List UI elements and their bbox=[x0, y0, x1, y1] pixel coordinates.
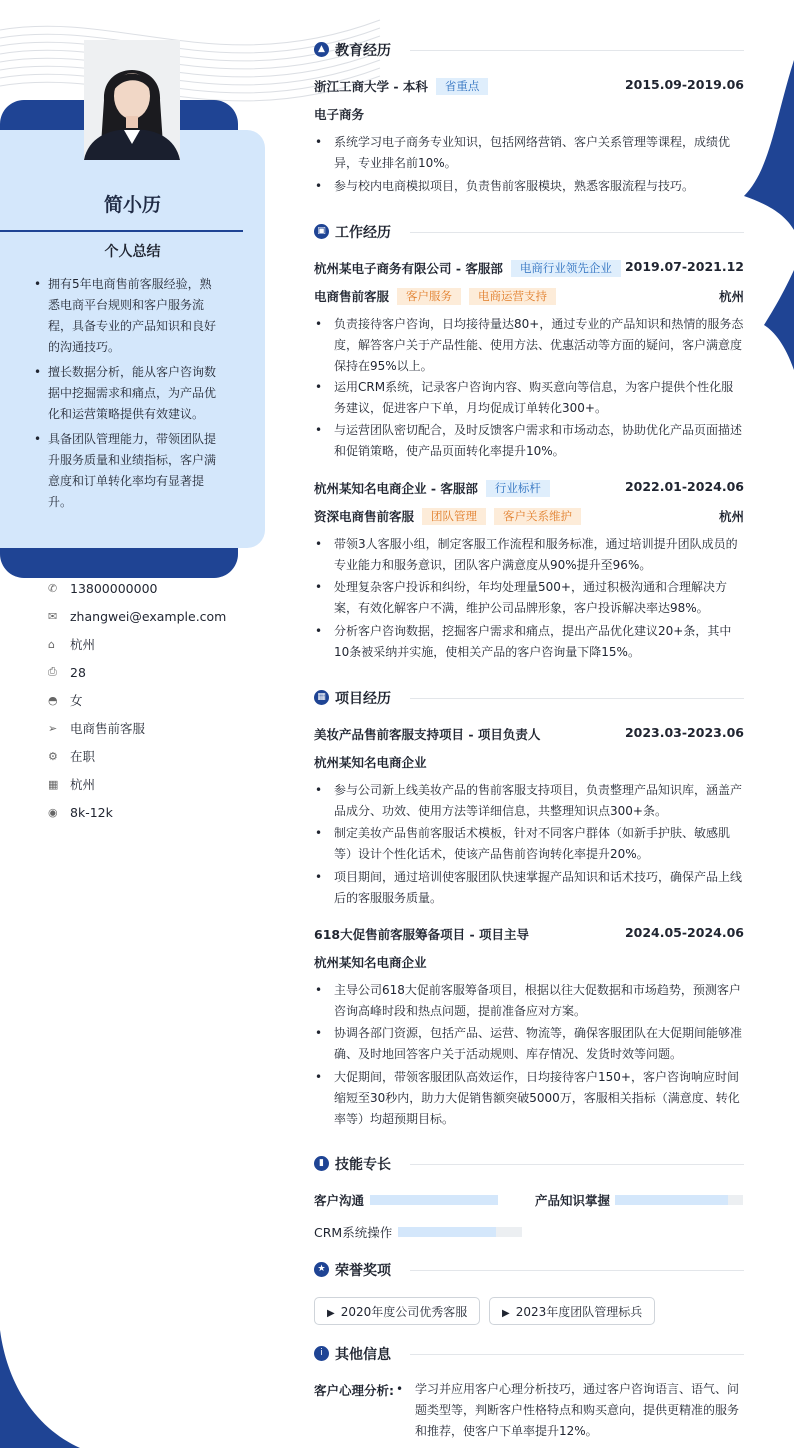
project-bullet: • 项目期间，通过培训使客服团队快速掌握产品知识和话术技巧，确保产品上线后的客服服务质量。 bbox=[334, 867, 744, 909]
section-divider bbox=[410, 1164, 744, 1165]
contact-info bbox=[48, 574, 258, 826]
other-text: • 学习并应用客户心理分析技巧，通过客户咨询语言、语气、问题类型等，判断客户性格特点和购买意向，提供更精准的服务和推荐，使客户下单率提升12%。 bbox=[415, 1379, 744, 1442]
summary-list bbox=[48, 274, 216, 517]
info-icon: i bbox=[314, 1346, 329, 1361]
school-tag: 省重点 bbox=[436, 78, 489, 95]
section-divider bbox=[410, 50, 744, 51]
job-role: 电商售前客服 bbox=[314, 289, 390, 304]
skill-bar bbox=[398, 1227, 522, 1237]
skill-bar-fill bbox=[615, 1195, 728, 1205]
name-underline bbox=[0, 230, 243, 232]
job-bullet: • 分析客户咨询数据，挖掘客户需求和痛点，提出产品优化建议20+条，其中10条被采纳并实施，使相关产品的客户咨询量下降15%。 bbox=[334, 621, 744, 663]
phone-value: 13800000000 bbox=[70, 580, 158, 596]
profile-photo bbox=[84, 40, 180, 160]
other-label: 客户心理分析: bbox=[314, 1383, 394, 1398]
section-title: 工作经历 bbox=[335, 225, 391, 241]
job-bullet: • 处理复杂客户投诉和纠纷，年均处理量500+，通过积极沟通和合理解决方案，有效化解客户不满，维护公司品牌形象，客户投诉解决率达98%。 bbox=[334, 577, 744, 619]
age-icon: ⎙ bbox=[48, 665, 57, 678]
section-title: 教育经历 bbox=[335, 43, 391, 59]
candidate-name: 简小历 bbox=[103, 194, 161, 216]
project-name: 美妆产品售前客服支持项目 - 项目负责人 bbox=[314, 727, 541, 742]
job-header bbox=[314, 259, 744, 279]
role-tag: 电商运营支持 bbox=[469, 288, 556, 305]
summary-title: 个人总结 bbox=[104, 244, 161, 260]
right-wave-top bbox=[744, 60, 794, 230]
section-other bbox=[314, 1344, 744, 1368]
project-bullet: • 主导公司618大促前客服筹备项目，根据以往大促数据和市场趋势，预测客户咨询高峰时段和热点问题，提前准备应对方案。 bbox=[334, 980, 744, 1022]
job-role: 资深电商售前客服 bbox=[314, 509, 415, 524]
skill-name: 客户沟通 bbox=[314, 1193, 365, 1208]
skill-bar-fill bbox=[398, 1227, 496, 1237]
job-date: 2019.07-2021.12 bbox=[624, 259, 744, 274]
job-bullet: • 带领3人客服小组，制定客服工作流程和服务标准，通过培训提升团队成员的专业能力和服务意识，团队客户满意度从90%提升至96%。 bbox=[334, 534, 744, 576]
left-wave-bottom bbox=[0, 1330, 80, 1448]
major: 电子商务 bbox=[314, 107, 365, 122]
section-title: 其他信息 bbox=[335, 1347, 391, 1363]
gender-value: 女 bbox=[70, 693, 83, 708]
info-salary bbox=[48, 798, 258, 826]
briefcase-icon: ▣ bbox=[314, 224, 329, 239]
triangle-icon: ▶ bbox=[327, 1308, 335, 1319]
section-projects bbox=[314, 688, 744, 712]
section-divider bbox=[410, 1354, 744, 1355]
mail-icon: ✉ bbox=[48, 609, 58, 623]
home-icon: ⌂ bbox=[48, 637, 55, 651]
info-job bbox=[48, 714, 258, 742]
honor-badge bbox=[489, 1297, 655, 1325]
project-date: 2024.05-2024.06 bbox=[624, 925, 744, 940]
project-org: 杭州某知名电商企业 bbox=[314, 755, 427, 770]
job-company: 杭州某电子商务有限公司 - 客服部 bbox=[314, 261, 503, 276]
project-org: 杭州某知名电商企业 bbox=[314, 955, 427, 970]
education-bullet: • 参与校内电商模拟项目，负责售前客服模块，熟悉客服流程与技巧。 bbox=[334, 176, 744, 197]
project-header bbox=[314, 925, 744, 945]
job-bullet: • 负责接待客户咨询，日均接待量达80+，通过专业的产品知识和热情的服务态度，解答客户关于产品性能、使用方法、优惠活动等方面的疑问，客户满意度保持在95%以上。 bbox=[334, 314, 744, 377]
company-tag: 电商行业领先企业 bbox=[511, 260, 621, 277]
gender-icon: ◓ bbox=[48, 693, 58, 707]
status-value: 在职 bbox=[70, 749, 96, 764]
info-gender bbox=[48, 686, 258, 714]
skill-bar-fill bbox=[370, 1195, 498, 1205]
project-header bbox=[314, 725, 744, 745]
honor-badge bbox=[314, 1297, 480, 1325]
project-bullet: • 制定美妆产品售前客服话术模板，针对不同客户群体（如新手护肤、敏感肌等）设计个性化话术，使该产品售前咨询转化率提升20%。 bbox=[334, 823, 744, 865]
section-honors bbox=[314, 1260, 744, 1284]
right-wave-mid bbox=[764, 270, 794, 370]
summary-item: • 拥有5年电商售前客服经验，熟悉电商平台规则和客户服务流程，具备专业的产品知识和良好的沟通技巧。 bbox=[48, 274, 216, 358]
phone-icon: ✆ bbox=[48, 581, 58, 595]
section-title: 技能专长 bbox=[335, 1157, 391, 1173]
home-value: 杭州 bbox=[70, 637, 96, 652]
section-education bbox=[314, 40, 744, 64]
salary-value: 8k-12k bbox=[70, 804, 113, 820]
section-work bbox=[314, 222, 744, 246]
project-name: 618大促售前客服筹备项目 - 项目主导 bbox=[314, 927, 529, 942]
salary-icon: ◉ bbox=[48, 805, 58, 819]
section-divider bbox=[410, 1270, 744, 1271]
role-tag: 团队管理 bbox=[422, 508, 486, 525]
job-company: 杭州某知名电商企业 - 客服部 bbox=[314, 481, 478, 496]
info-city bbox=[48, 770, 258, 798]
section-skills bbox=[314, 1154, 744, 1178]
avatar-illustration bbox=[84, 40, 180, 160]
medal-icon: ★ bbox=[314, 1262, 329, 1277]
school-name: 浙江工商大学 - 本科 bbox=[314, 79, 428, 94]
section-divider bbox=[410, 698, 744, 699]
city-icon: ▦ bbox=[48, 777, 59, 791]
info-home bbox=[48, 630, 258, 658]
summary-item: • 具备团队管理能力，带领团队提升服务质量和业绩指标，客户满意度和订单转化率均有显著提升。 bbox=[48, 429, 216, 513]
education-date: 2015.09-2019.06 bbox=[624, 77, 744, 92]
project-bullet: • 协调各部门资源，包括产品、运营、物流等，确保客服团队在大促期间能够准确、及时地回答客户关于活动规则、库存情况、发货时效等问题。 bbox=[334, 1023, 744, 1065]
job-date: 2022.01-2024.06 bbox=[624, 479, 744, 494]
project-bullet: • 大促期间，带领客服团队高效运作，日均接待客户150+，客户咨询响应时间缩短至30秒内，助力大促销售额突破5000万，客服相关指标（满意度、转化率等）均超预期目标。 bbox=[334, 1067, 744, 1130]
chart-icon: ▮ bbox=[314, 1156, 329, 1171]
status-icon: ⚙ bbox=[48, 749, 58, 763]
skill-name: CRM系统操作 bbox=[314, 1225, 393, 1240]
job-city: 杭州 bbox=[718, 509, 744, 524]
info-status bbox=[48, 742, 258, 770]
job-icon: ➢ bbox=[48, 721, 58, 735]
job-header bbox=[314, 479, 744, 499]
info-age bbox=[48, 658, 258, 686]
skill-name: 产品知识掌握 bbox=[535, 1193, 611, 1208]
section-divider bbox=[410, 232, 744, 233]
city-value: 杭州 bbox=[70, 777, 96, 792]
job-role-row bbox=[314, 287, 744, 307]
job-city: 杭州 bbox=[718, 289, 744, 304]
job-bullet: • 与运营团队密切配合，及时反馈客户需求和市场动态，协助优化产品页面描述和促销策略，使产品页面转化率提升10%。 bbox=[334, 420, 744, 462]
skill-bar bbox=[370, 1195, 498, 1205]
role-tag: 客户关系维护 bbox=[494, 508, 581, 525]
skill-bar bbox=[615, 1195, 743, 1205]
role-tag: 客户服务 bbox=[397, 288, 461, 305]
section-title: 项目经历 bbox=[335, 691, 391, 707]
honor-label: 2020年度公司优秀客服 bbox=[340, 1305, 468, 1319]
graduation-cap-icon: ▲ bbox=[314, 42, 329, 57]
honor-label: 2023年度团队管理标兵 bbox=[515, 1305, 643, 1319]
summary-item: • 擅长数据分析，能从客户咨询数据中挖掘需求和痛点，为产品优化和运营策略提供有效建议。 bbox=[48, 362, 216, 425]
triangle-icon: ▶ bbox=[502, 1308, 510, 1319]
project-bullet: • 参与公司新上线美妆产品的售前客服支持项目，负责整理产品知识库，涵盖产品成分、功效、使用方法等详细信息，共整理知识点300+条。 bbox=[334, 780, 744, 822]
grid-icon: ▦ bbox=[314, 690, 329, 705]
email-value: zhangwei@example.com bbox=[70, 608, 227, 624]
job-role-row bbox=[314, 507, 744, 527]
job-bullet: • 运用CRM系统，记录客户咨询内容、购买意向等信息，为客户提供个性化服务建议，促进客户下单，月均促成订单转化300+。 bbox=[334, 377, 744, 419]
job-value: 电商售前客服 bbox=[70, 721, 146, 736]
age-value: 28 bbox=[70, 664, 86, 680]
company-tag: 行业标杆 bbox=[486, 480, 550, 497]
section-title: 荣誉奖项 bbox=[335, 1263, 391, 1279]
education-header bbox=[314, 77, 744, 97]
info-phone bbox=[48, 574, 258, 602]
info-email bbox=[48, 602, 258, 630]
education-bullet: • 系统学习电子商务专业知识，包括网络营销、客户关系管理等课程，成绩优异，专业排名前10%。 bbox=[334, 132, 744, 174]
project-date: 2023.03-2023.06 bbox=[624, 725, 744, 740]
